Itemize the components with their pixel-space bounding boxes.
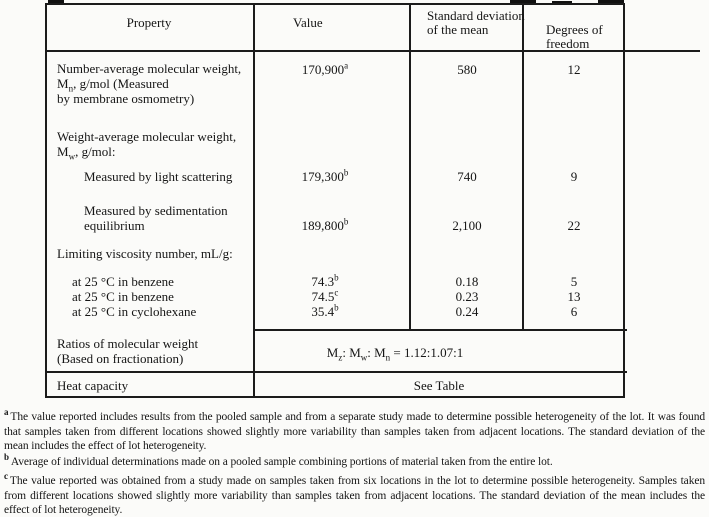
footnote-b-text: Average of individual determinations made on a pooled sample combining portions of material taken from the entire lot.	[10, 456, 553, 468]
visc3-value-number: 35.4	[311, 304, 335, 319]
light-footnote-ref: b	[343, 167, 349, 178]
column-header-dof: Degrees of freedom	[546, 22, 603, 51]
ratio-mw-sub: w	[360, 352, 368, 363]
mn-units: , g/mol (Measured	[73, 76, 169, 91]
footnote-c-text: The value reported was obtained from a study made on samples taken from six locations in the lot to determine possible heterogeneity. Samples taken from different locations showed slightly more variability than samples taken from adjacent locations. The standard deviation of the mean includes the effect of lot heterogeneity.	[4, 475, 705, 517]
row-mn-property-line3: by membrane osmometry)	[57, 91, 195, 106]
mw-subscript: w	[68, 151, 76, 162]
table-vline-stddev	[522, 5, 524, 329]
table-hline-ratios	[254, 329, 627, 331]
ratio-mn-sub: n	[385, 352, 391, 363]
row-mn-property-line2	[57, 76, 169, 94]
cell-visc1-dof: 5	[570, 274, 578, 289]
ratio-mz-sub: z	[338, 352, 343, 363]
mn-symbol: M	[57, 76, 69, 91]
mw-units: , g/mol:	[75, 144, 116, 159]
row-heat-property: Heat capacity	[57, 378, 129, 393]
row-visc3-property: at 25 °C in cyclohexane	[72, 304, 197, 319]
mn-subscript: n	[68, 83, 74, 94]
row-sed-property-line1: Measured by sedimentation	[84, 203, 228, 218]
row-sed-property-line2: equilibrium	[84, 218, 145, 233]
row-visc1-property: at 25 °C in benzene	[72, 274, 174, 289]
visc3-footnote-ref: b	[334, 302, 339, 313]
visc2-value-number: 74.5	[311, 289, 335, 304]
mn-value-number: 170,900	[301, 62, 345, 77]
cell-ratios-value	[255, 345, 535, 363]
cell-visc1-value	[255, 274, 395, 289]
cell-light-value	[255, 169, 395, 184]
row-ratios-property-line2: (Based on fractionation)	[57, 351, 184, 366]
cell-sed-value	[255, 218, 395, 233]
cell-mn-stddev: 580	[457, 62, 477, 77]
ratio-mw: : M	[342, 345, 361, 360]
footnote-b-marker: b	[4, 452, 9, 463]
row-viscosity-header: Limiting viscosity number, mL/g:	[57, 246, 233, 261]
table-hline-heat	[45, 371, 627, 373]
sed-value-number: 189,800	[301, 218, 344, 233]
mw-symbol: M	[57, 144, 69, 159]
sed-footnote-ref: b	[343, 216, 349, 227]
row-mn-property-line1: Number-average molecular weight,	[57, 61, 242, 76]
visc1-footnote-ref: b	[334, 272, 339, 283]
column-header-property: Property	[126, 15, 172, 30]
row-visc2-property: at 25 °C in benzene	[72, 289, 174, 304]
footnote-a-marker: a	[4, 407, 9, 418]
mn-footnote-ref: a	[344, 60, 349, 71]
cell-light-dof: 9	[570, 169, 578, 184]
row-mw-property-line2	[57, 144, 116, 162]
cell-visc3-stddev: 0.24	[455, 304, 479, 319]
cell-visc3-value	[255, 304, 395, 319]
ratio-mz: M	[326, 345, 339, 360]
footnote-a-text: The value reported includes results from the pooled sample and from a separate study made to determine possible heterogeneity of the lot. It was found that samples taken from different locations showed slightly more variability than samples taken from adjacent locations. The standard deviation of the mean includes the effect of lot heterogeneity.	[4, 411, 705, 453]
cell-visc1-stddev: 0.18	[455, 274, 479, 289]
cell-mn-dof: 12	[567, 62, 581, 77]
footnote-b	[4, 452, 705, 470]
row-ratios-property-line1: Ratios of molecular weight	[57, 336, 199, 351]
visc2-footnote-ref: c	[334, 287, 339, 298]
cell-sed-dof: 22	[567, 218, 581, 233]
column-header-value: Value	[293, 15, 323, 30]
ratio-mn: : M	[367, 345, 386, 360]
light-value-number: 179,300	[301, 169, 344, 184]
cell-mn-value	[255, 62, 395, 77]
cell-visc2-value	[255, 289, 395, 304]
footnote-a	[4, 407, 705, 454]
cell-visc3-dof: 6	[570, 304, 578, 319]
table-vline-value	[409, 5, 411, 329]
cell-sed-stddev: 2,100	[452, 218, 482, 233]
row-mw-property-line1: Weight-average molecular weight,	[57, 129, 237, 144]
column-header-std-dev: Standard deviation of the mean	[427, 8, 525, 37]
cell-visc2-stddev: 0.23	[455, 289, 479, 304]
footnote-c	[4, 471, 705, 517]
row-light-property: Measured by light scattering	[84, 169, 233, 184]
cell-light-stddev: 740	[457, 169, 477, 184]
cell-heat-value: See Table	[413, 378, 465, 393]
footnote-c-marker: c	[4, 471, 8, 482]
visc1-value-number: 74.3	[311, 274, 335, 289]
cell-visc2-dof: 13	[567, 289, 581, 304]
ratio-values: = 1.12:1.07:1	[390, 345, 464, 360]
